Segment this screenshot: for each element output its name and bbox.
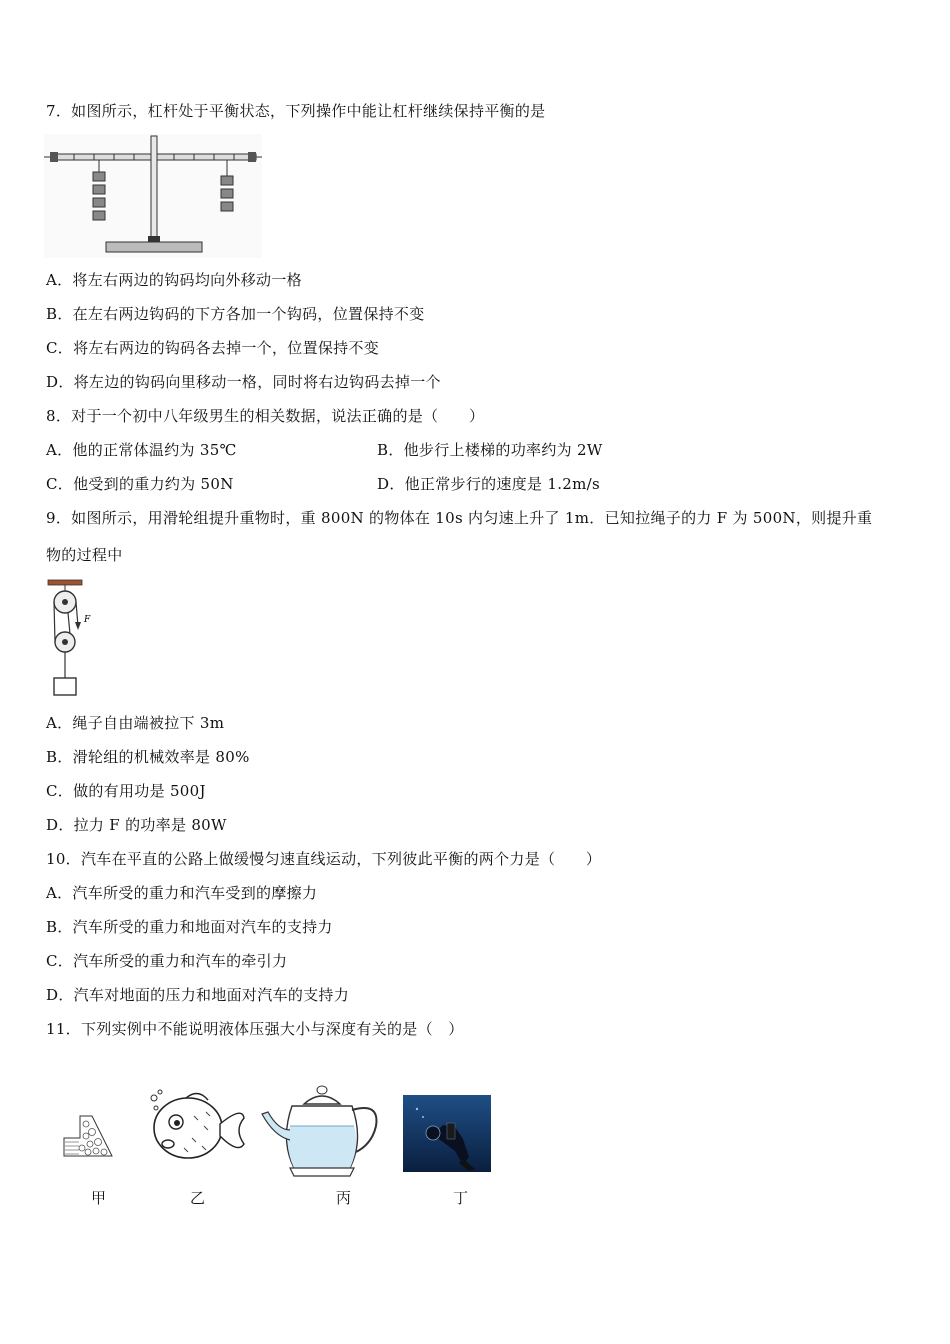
q10-option-c: C．汽车所受的重力和汽车的牵引力: [46, 952, 288, 970]
q9-option-b: B．滑轮组的机械效率是 80%: [46, 748, 250, 766]
q7-option-b: B．在左右两边钩码的下方各加一个钩码，位置保持不变: [46, 305, 425, 323]
q10-option-b: B．汽车所受的重力和地面对汽车的支持力: [46, 918, 333, 936]
q7-stem: 7．如图所示，杠杆处于平衡状态，下列操作中能让杠杆继续保持平衡的是: [46, 102, 546, 120]
caption-bing: 丙: [336, 1189, 352, 1207]
q7-option-d: D．将左边的钩码向里移动一格，同时将右边钩码去掉一个: [46, 373, 441, 391]
q8-option-c: C．他受到的重力约为 50N: [46, 475, 234, 493]
lever-balance-figure: [44, 134, 262, 258]
q8-option-d: D．他正常步行的速度是 1.2m/s: [377, 475, 601, 493]
q10-option-a: A．汽车所受的重力和汽车受到的摩擦力: [46, 884, 318, 902]
q11-stem: 11．下列实例中不能说明液体压强大小与深度有关的是（ ）: [46, 1020, 464, 1038]
q9-option-c: C．做的有用功是 500J: [46, 782, 206, 800]
q9-option-d: D．拉力 F 的功率是 80W: [46, 816, 227, 834]
dam-figure: [62, 1112, 114, 1160]
q7-option-a: A．将左右两边的钩码均向外移动一格: [46, 271, 302, 289]
q8-option-b: B．他步行上楼梯的功率约为 2W: [377, 441, 603, 459]
force-label: F: [84, 615, 91, 625]
q8-stem: 8．对于一个初中八年级男生的相关数据，说法正确的是（ ）: [46, 407, 485, 425]
q9-option-a: A．绳子自由端被拉下 3m: [46, 714, 225, 732]
q9-stem-line2: 物的过程中: [46, 546, 123, 564]
teapot-figure: [260, 1080, 384, 1180]
caption-ding: 丁: [453, 1189, 469, 1207]
q10-option-d: D．汽车对地面的压力和地面对汽车的支持力: [46, 986, 350, 1004]
caption-jia: 甲: [91, 1189, 107, 1207]
q10-stem: 10．汽车在平直的公路上做缓慢匀速直线运动，下列彼此平衡的两个力是（ ）: [46, 850, 602, 868]
q8-option-a: A．他的正常体温约为 35℃: [46, 441, 237, 459]
caption-yi: 乙: [190, 1189, 206, 1207]
q7-option-c: C．将左右两边的钩码各去掉一个，位置保持不变: [46, 339, 380, 357]
q9-stem-line1: 9．如图所示，用滑轮组提升重物时，重 800N 的物体在 10s 内匀速上升了 1m．已知拉绳子的力 F 为 500N，则提升重: [46, 509, 873, 527]
diver-photo: [403, 1095, 491, 1172]
pulley-system-figure: [44, 578, 104, 698]
fish-figure: [146, 1088, 248, 1168]
